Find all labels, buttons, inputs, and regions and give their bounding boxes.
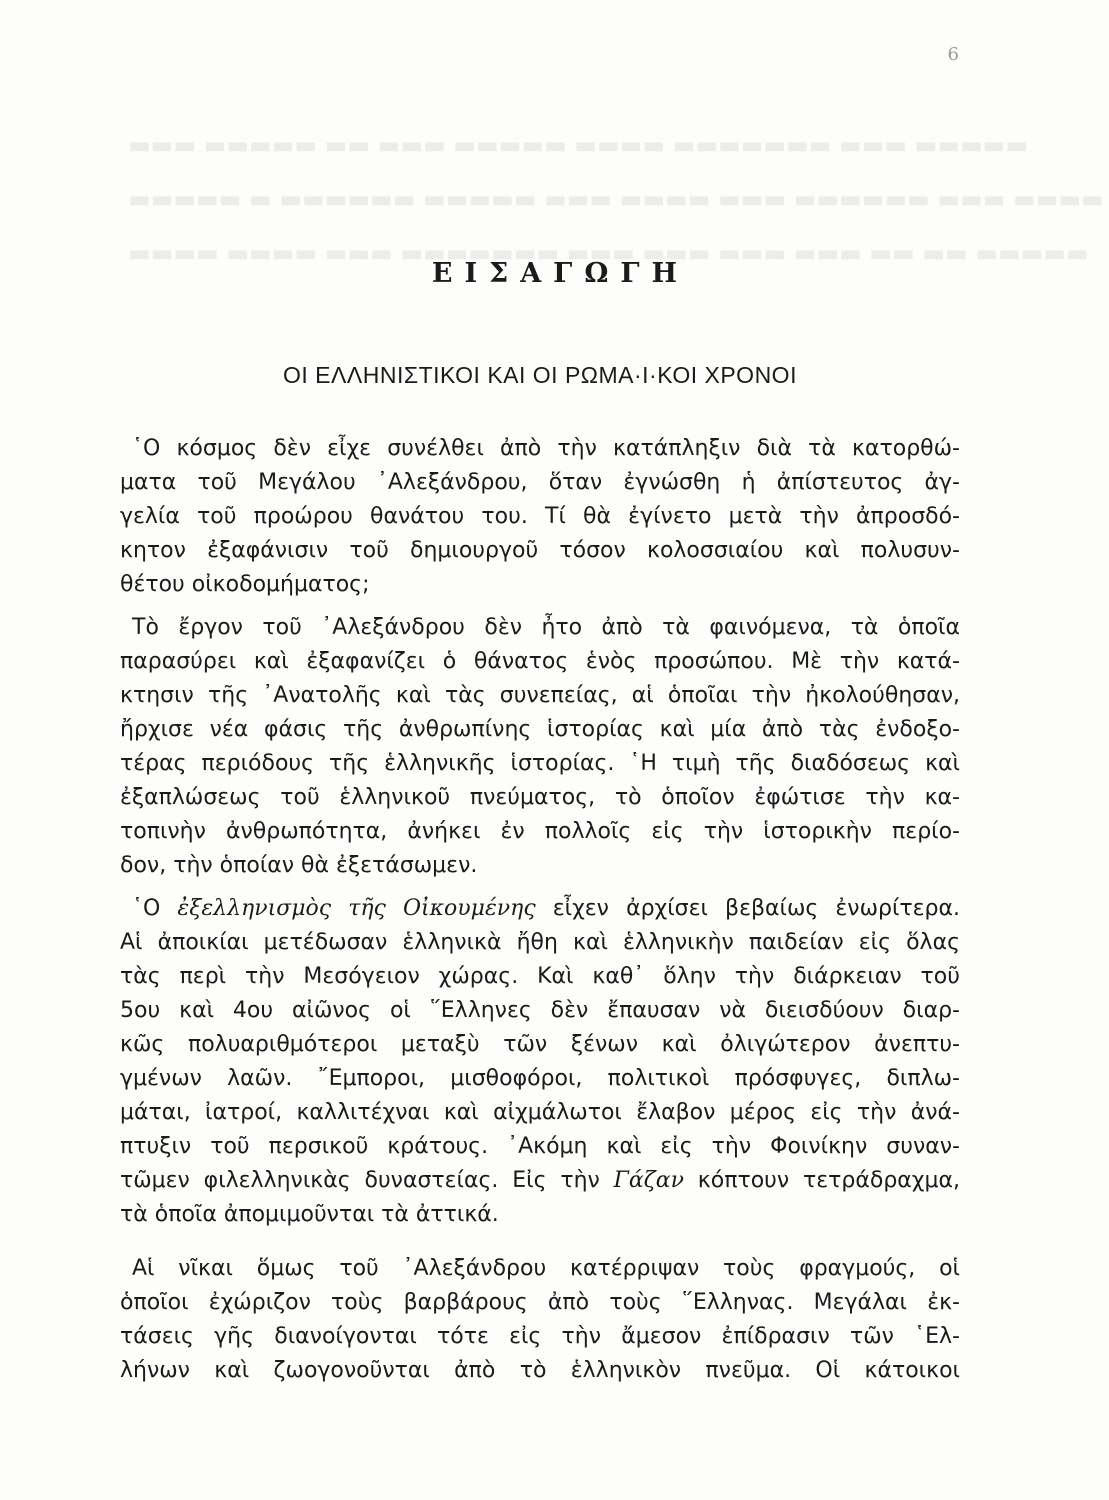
text-fragment: κόπτουν τετράδραχμα,	[683, 1168, 961, 1193]
text-line: πτυξιν τοῦ περσικοῦ κράτους. ᾿Ακόμη καὶ εἰς τὴν Φοινίκην συναν-	[120, 1134, 960, 1159]
text-line: δον, τὴν ὁποίαν θὰ ἐξετάσωμεν.	[120, 853, 478, 878]
text-line: παρασύρει καὶ ἐξαφανίζει ὁ θάνατος ἑνὸς προσώπου. Μὲ τὴν κατά-	[120, 649, 960, 674]
text-line: λήνων καὶ ζωογονοῦνται ἀπὸ τὸ ἑλληνικὸν πνεῦμα. Οἱ κάτοικοι	[120, 1358, 960, 1383]
italic-term: ἐξελληνισμὸς τῆς Οἰκουμένης	[177, 896, 536, 921]
text-line: 5ου καὶ 4ου αἰῶνος οἱ ῞Ελληνες δὲν ἔπαυσαν νὰ διεισδύουν διαρ-	[120, 998, 960, 1023]
text-fragment: εἶχεν ἀρχίσει βεβαίως ἐνωρίτερα.	[535, 896, 961, 921]
text-line: γμένων λαῶν. ῎Εμποροι, μισθοφόροι, πολιτικοὶ πρόσφυγες, διπλω-	[120, 1066, 960, 1091]
text-line: τέρας περιόδους τῆς ἑλληνικῆς ἱστορίας. ῾Η τιμὴ τῆς διαδόσεως καὶ	[120, 751, 960, 776]
text-line: Αἱ ἀποικίαι μετέδωσαν ἑλληνικὰ ἤθη καὶ ἑλληνικὴν παιδείαν εἰς ὅλας	[120, 930, 960, 955]
text-line: μάται, ἰατροί, καλλιτέχναι καὶ αἰχμάλωτοι ἔλαβον μέρος εἰς τὴν ἀνά-	[120, 1100, 960, 1125]
text-line: κῶς πολυαριθμότεροι μεταξὺ τῶν ξένων καὶ ὀλιγώτερον ἀνεπτυ-	[120, 1032, 960, 1057]
text-line: Τὸ ἔργον τοῦ ᾿Αλεξάνδρου δὲν ἦτο ἀπὸ τὰ φαινόμενα, τὰ ὁποῖα	[132, 615, 960, 640]
chapter-heading: ΕΙΣΑΓΩΓΗ	[431, 258, 690, 289]
text-line: τὰ ὁποῖα ἀπομιμοῦνται τὰ ἀττικά.	[120, 1202, 499, 1227]
chapter-subheading: ΟΙ ΕΛΛΗΝΙΣΤΙΚΟΙ ΚΑΙ ΟΙ ΡΩΜΑ·Ι·ΚΟΙ ΧΡΟΝΟΙ	[283, 362, 797, 388]
text-line: θέτου οἰκοδομήματος;	[120, 572, 370, 597]
text-fragment: τῶμεν φιλελληνικὰς δυναστείας. Εἰς τὴν	[120, 1168, 614, 1193]
text-line: ὁποῖοι ἐχώριζον τοὺς βαρβάρους ἀπὸ τοὺς ῞Ελληνας. Μεγάλαι ἐκ-	[120, 1290, 960, 1315]
body-text	[120, 432, 960, 1388]
text-line	[120, 892, 960, 926]
text-line	[120, 1164, 960, 1198]
bleed-through: ▬▬▬ ▬▬▬▬▬ ▬▬ ▬▬▬ ▬▬▬▬▬ ▬▬▬▬ ▬▬▬▬▬▬▬ ▬▬▬ ▬▬▬▬▬ ▬▬▬▬▬ ▬ ▬▬▬▬▬▬ ▬▬▬▬▬ ▬▬▬ ▬▬▬▬ ▬▬▬ ▬▬▬▬▬▬ ▬▬▬ ▬▬▬▬ ▬▬▬▬ ▬▬▬▬ ▬▬▬ ▬▬▬▬▬▬▬ ▬▬▬ ▬▬▬ ▬▬▬ ▬▬▬ ▬▬ ▬▬ ▬▬▬▬▬	[128, 131, 1104, 267]
italic-term: Γάζαν	[613, 1168, 684, 1193]
text-line: ματα τοῦ Μεγάλου ᾿Αλεξάνδρου, ὅταν ἐγνώσθη ἡ ἀπίστευτος ἀγ-	[120, 470, 960, 495]
text-line: Αἱ νῖκαι ὅμως τοῦ ᾿Αλεξάνδρου κατέρριψαν τοὺς φραγμούς, οἱ	[132, 1256, 960, 1281]
text-line: ἐξαπλώσεως τοῦ ἑλληνικοῦ πνεύματος, τὸ ὁποῖον ἐφώτισε τὴν κα-	[120, 785, 960, 810]
text-line: ῾Ο κόσμος δὲν εἶχε συνέλθει ἀπὸ τὴν κατάπληξιν διὰ τὰ κατορθώ-	[132, 436, 960, 461]
text-line: τάσεις γῆς διανοίγονται τότε εἰς τὴν ἄμεσον ἐπίδρασιν τῶν ῾Ελ-	[120, 1324, 960, 1349]
text-line: κτησιν τῆς ᾿Ανατολῆς καὶ τὰς συνεπείας, αἱ ὁποῖαι τὴν ἠκολούθησαν,	[120, 683, 960, 708]
page-number: 6	[947, 44, 959, 65]
text-line: κητον ἐξαφάνισιν τοῦ δημιουργοῦ τόσον κολοσσιαίου καὶ πολυσυν-	[120, 538, 960, 563]
text-line: ἤρχισε νέα φάσις τῆς ἀνθρωπίνης ἱστορίας καὶ μία ἀπὸ τὰς ἐνδοξο-	[120, 717, 960, 742]
text-line: γελία τοῦ προώρου θανάτου του. Τί θὰ ἐγίνετο μετὰ τὴν ἀπροσδό-	[120, 504, 960, 529]
text-fragment: ῾Ο	[132, 896, 178, 921]
text-line: τοπινὴν ἀνθρωπότητα, ἀνήκει ἐν πολλοῖς εἰς τὴν ἱστορικὴν περίο-	[120, 819, 960, 844]
text-line: τὰς περὶ τὴν Μεσόγειον χώρας. Καὶ καθ᾿ ὅλην τὴν διάρκειαν τοῦ	[120, 964, 960, 989]
